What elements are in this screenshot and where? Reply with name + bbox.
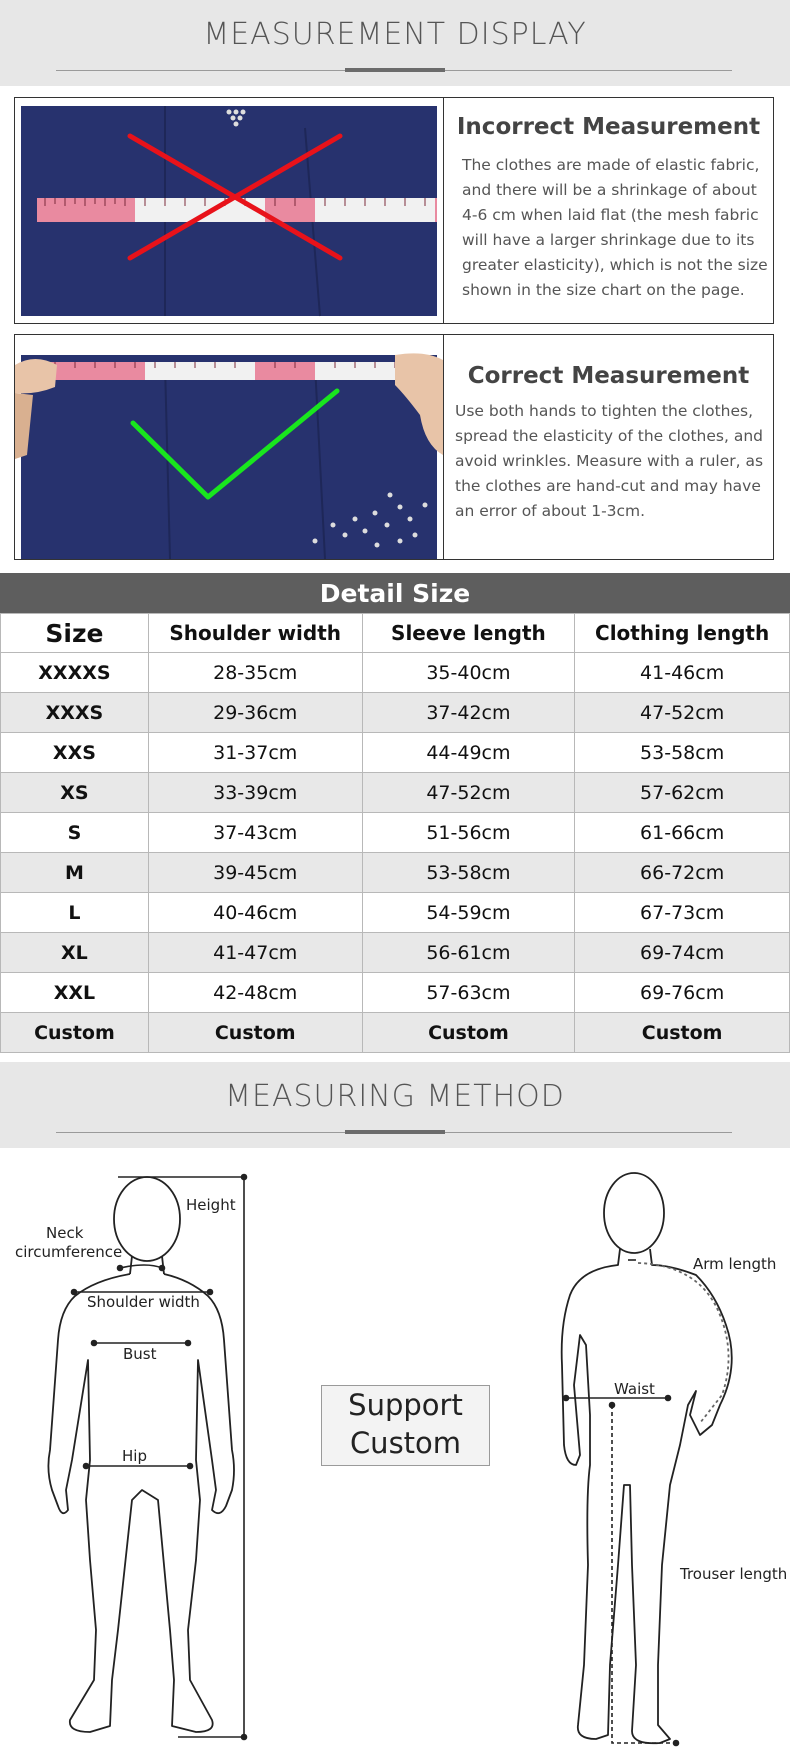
correct-measurement-description bbox=[455, 399, 763, 524]
sleeve-length-cell: 37-42cm bbox=[362, 693, 575, 733]
incorrect-line: will have a larger shrinkage due to its bbox=[462, 231, 755, 249]
neck-label: Neck bbox=[46, 1224, 84, 1242]
correct-measurement-text bbox=[444, 335, 773, 559]
correct-line: spread the elasticity of the clothes, and bbox=[455, 427, 763, 445]
sleeve-length-cell: 44-49cm bbox=[362, 733, 575, 773]
trouser-length-label: Trouser length bbox=[680, 1565, 788, 1583]
incorrect-line: shown in the size chart on the page. bbox=[462, 281, 745, 299]
clothing-length-cell: 53-58cm bbox=[575, 733, 790, 773]
column-header: Shoulder width bbox=[148, 614, 362, 653]
size-cell: XXL bbox=[1, 973, 149, 1013]
sleeve-length-cell: Custom bbox=[362, 1013, 575, 1053]
side-body bbox=[562, 1249, 732, 1743]
front-head bbox=[114, 1177, 180, 1261]
clothing-length-cell: 47-52cm bbox=[575, 693, 790, 733]
measuring-method-title: MEASURING METHOD bbox=[225, 1079, 565, 1114]
detail-size-title: Detail Size bbox=[0, 573, 790, 614]
correct-line: the clothes are hand-cut and may have bbox=[455, 477, 761, 495]
shoulder-width-cell: Custom bbox=[148, 1013, 362, 1053]
incorrect-photo-illustration bbox=[15, 98, 443, 323]
size-cell: XXS bbox=[1, 733, 149, 773]
size-cell: XXXS bbox=[1, 693, 149, 733]
clothing-length-cell: 61-66cm bbox=[575, 813, 790, 853]
column-header: Sleeve length bbox=[362, 614, 575, 653]
shoulder-width-cell: 29-36cm bbox=[148, 693, 362, 733]
table-row bbox=[1, 773, 790, 813]
circumference-label: circumference bbox=[15, 1243, 123, 1261]
arm-length-label: Arm length bbox=[693, 1255, 777, 1273]
side-measure-lines bbox=[564, 1260, 679, 1749]
banner-accent bbox=[345, 68, 445, 72]
support-custom-box bbox=[321, 1385, 490, 1466]
sleeve-length-cell: 54-59cm bbox=[362, 893, 575, 933]
table-row bbox=[1, 893, 790, 933]
shoulder-width-cell: 40-46cm bbox=[148, 893, 362, 933]
clothing-length-cell: Custom bbox=[575, 1013, 790, 1053]
shoulder-width-cell: 31-37cm bbox=[148, 733, 362, 773]
sleeve-length-cell: 53-58cm bbox=[362, 853, 575, 893]
correct-line: avoid wrinkles. Measure with a ruler, as bbox=[455, 452, 764, 470]
column-header: Size bbox=[1, 614, 149, 653]
shoulder-width-cell: 37-43cm bbox=[148, 813, 362, 853]
shoulder-width-cell: 41-47cm bbox=[148, 933, 362, 973]
incorrect-measurement-heading: Incorrect Measurement bbox=[456, 114, 761, 140]
incorrect-measurement-photo bbox=[15, 98, 444, 323]
shoulder-width-cell: 28-35cm bbox=[148, 653, 362, 693]
sleeve-length-cell: 51-56cm bbox=[362, 813, 575, 853]
size-cell: M bbox=[1, 853, 149, 893]
custom-line: Custom bbox=[349, 1426, 462, 1460]
arm-length-guide bbox=[638, 1263, 729, 1423]
table-row bbox=[1, 813, 790, 853]
table-row bbox=[1, 1013, 790, 1053]
banner-accent bbox=[345, 1130, 445, 1134]
correct-photo-illustration bbox=[15, 335, 443, 559]
table-row bbox=[1, 653, 790, 693]
clothing-length-cell: 67-73cm bbox=[575, 893, 790, 933]
measurement-display-title: MEASUREMENT DISPLAY bbox=[203, 17, 587, 52]
table-row bbox=[1, 973, 790, 1013]
side-head bbox=[604, 1173, 664, 1253]
correct-measurement-box bbox=[14, 334, 774, 560]
clothing-length-cell: 57-62cm bbox=[575, 773, 790, 813]
size-table bbox=[0, 613, 790, 1053]
shoulder-width-cell: 42-48cm bbox=[148, 973, 362, 1013]
correct-measurement-heading: Correct Measurement bbox=[467, 363, 750, 389]
shoulder-width-cell: 33-39cm bbox=[148, 773, 362, 813]
incorrect-measurement-box bbox=[14, 97, 774, 324]
size-cell: XS bbox=[1, 773, 149, 813]
correct-measurement-photo bbox=[15, 335, 444, 559]
size-cell: L bbox=[1, 893, 149, 933]
incorrect-line: greater elasticity), which is not the size bbox=[462, 256, 768, 274]
clothing-length-cell: 69-76cm bbox=[575, 973, 790, 1013]
fabric-swatch bbox=[21, 355, 437, 559]
measuring-method-banner bbox=[0, 1062, 790, 1148]
side-body-figure bbox=[540, 1165, 790, 1749]
shoulder-width-label: Shoulder width bbox=[87, 1293, 200, 1311]
support-line: Support bbox=[348, 1388, 463, 1422]
size-cell: Custom bbox=[1, 1013, 149, 1053]
hip-label: Hip bbox=[122, 1447, 147, 1465]
column-header: Clothing length bbox=[575, 614, 790, 653]
measurement-display-banner bbox=[0, 0, 790, 86]
clothing-length-cell: 69-74cm bbox=[575, 933, 790, 973]
size-cell: XL bbox=[1, 933, 149, 973]
table-row bbox=[1, 733, 790, 773]
clothing-length-cell: 41-46cm bbox=[575, 653, 790, 693]
incorrect-line: The clothes are made of elastic fabric, bbox=[462, 156, 760, 174]
bust-label: Bust bbox=[123, 1345, 157, 1363]
correct-line: an error of about 1-3cm. bbox=[455, 502, 646, 520]
sleeve-length-cell: 35-40cm bbox=[362, 653, 575, 693]
clothing-length-cell: 66-72cm bbox=[575, 853, 790, 893]
table-row bbox=[1, 933, 790, 973]
size-cell: XXXXS bbox=[1, 653, 149, 693]
height-label: Height bbox=[186, 1196, 236, 1214]
incorrect-measurement-description bbox=[462, 153, 768, 303]
shoulder-width-cell: 39-45cm bbox=[148, 853, 362, 893]
incorrect-line: 4-6 cm when laid flat (the mesh fabric bbox=[462, 206, 759, 224]
incorrect-line: and there will be a shrinkage of about bbox=[462, 181, 757, 199]
size-table-header-row bbox=[1, 614, 790, 653]
correct-line: Use both hands to tighten the clothes, bbox=[455, 402, 754, 420]
table-row bbox=[1, 853, 790, 893]
sleeve-length-cell: 57-63cm bbox=[362, 973, 575, 1013]
incorrect-measurement-text bbox=[444, 98, 773, 323]
size-cell: S bbox=[1, 813, 149, 853]
waist-label: Waist bbox=[614, 1380, 655, 1398]
sleeve-length-cell: 47-52cm bbox=[362, 773, 575, 813]
sleeve-length-cell: 56-61cm bbox=[362, 933, 575, 973]
table-row bbox=[1, 693, 790, 733]
